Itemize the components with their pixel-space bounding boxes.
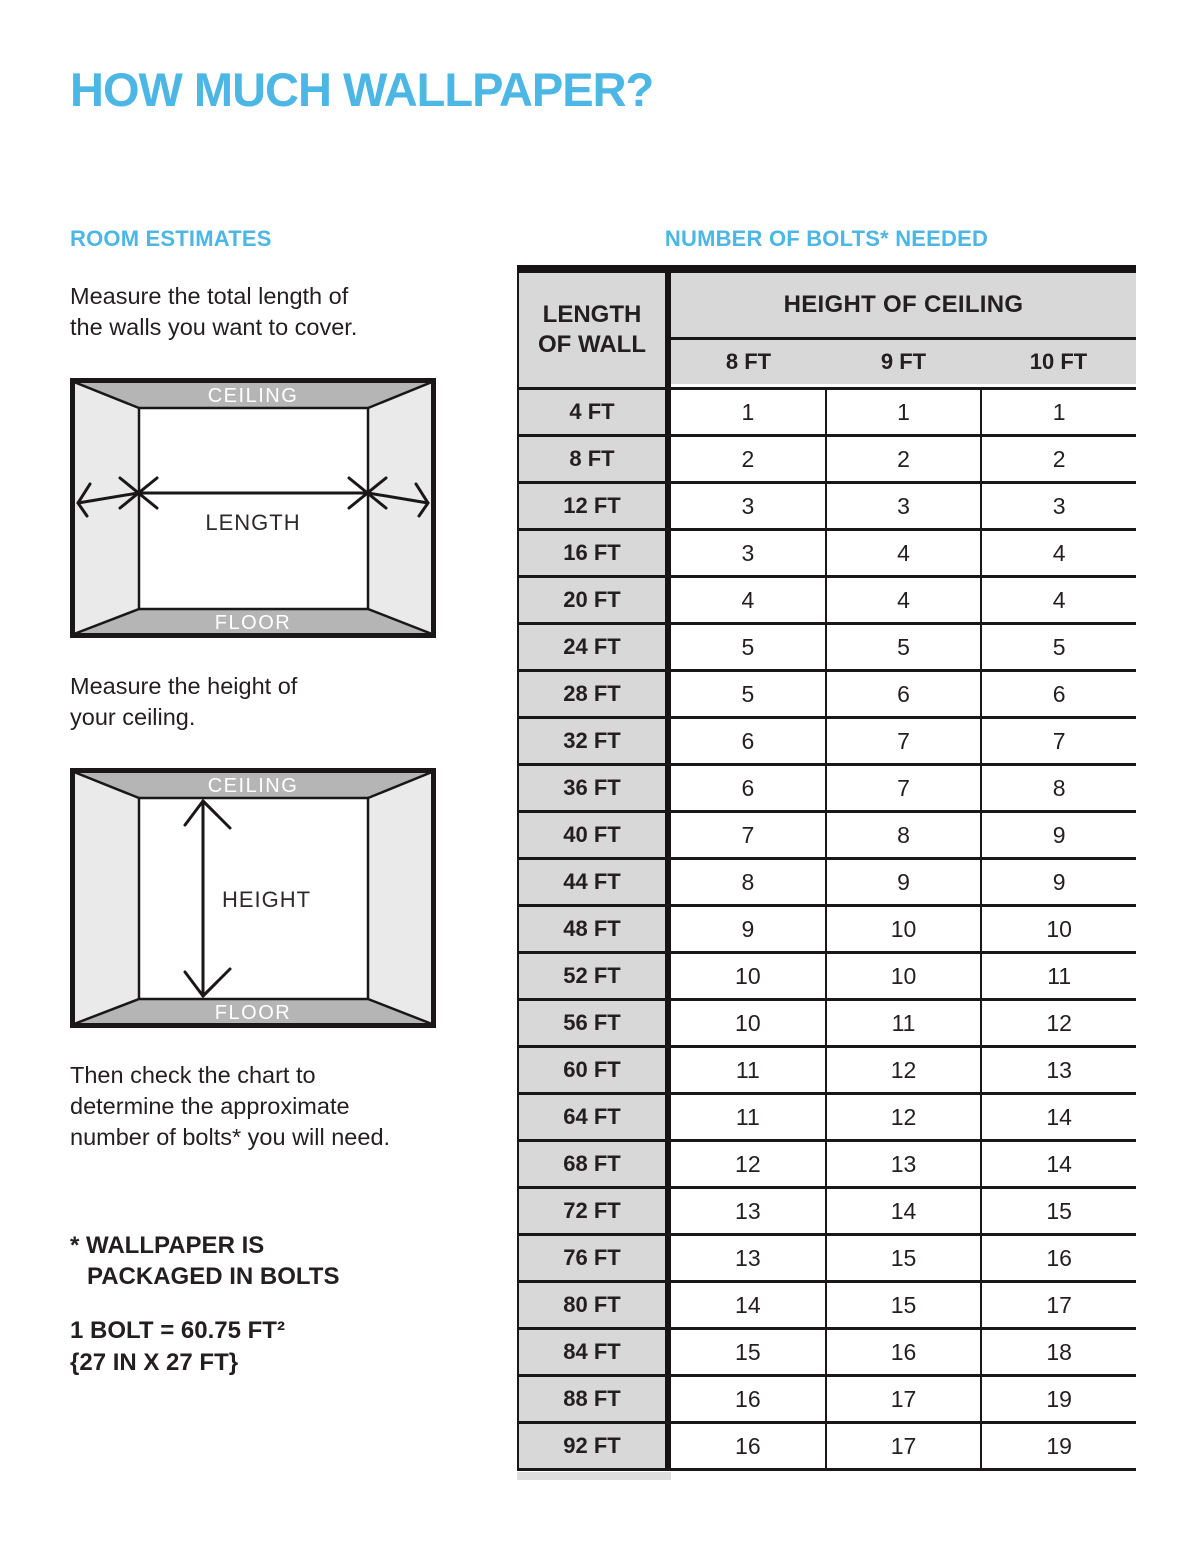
- measure-height-paragraph: [70, 671, 297, 733]
- bolts-value-9ft: 3: [825, 484, 981, 528]
- footnote-line: PACKAGED IN BOLTS: [87, 1263, 340, 1290]
- table-row: [517, 1142, 1136, 1189]
- paragraph-line: the walls you want to cover.: [70, 314, 358, 340]
- height-label: HEIGHT: [222, 887, 312, 912]
- bolts-value-10ft: 7: [980, 719, 1136, 763]
- length-label: LENGTH: [205, 510, 301, 535]
- room-height-diagram: [70, 768, 436, 1028]
- bolts-value-8ft: 16: [671, 1424, 825, 1468]
- bolts-value-8ft: 8: [671, 860, 825, 904]
- bolts-value-10ft: 16: [980, 1236, 1136, 1280]
- measure-length-paragraph: [70, 281, 357, 343]
- bolts-value-9ft: 7: [825, 766, 981, 810]
- column-header-8ft: 8 FT: [725, 349, 772, 374]
- bolts-value-8ft: 3: [671, 531, 825, 575]
- floor-label: FLOOR: [214, 612, 292, 634]
- bolt-size-info: [70, 1315, 285, 1379]
- bolts-value-9ft: 10: [825, 954, 981, 998]
- column-header-10ft: 10 FT: [1029, 349, 1088, 374]
- wall-length-cell: 20 FT: [519, 578, 665, 622]
- table-row: [517, 625, 1136, 672]
- paragraph-line: determine the approximate: [70, 1093, 350, 1119]
- bolts-value-8ft: 11: [671, 1048, 825, 1092]
- bolts-value-10ft: 18: [980, 1330, 1136, 1374]
- table-row: [517, 813, 1136, 860]
- check-chart-paragraph: [70, 1060, 390, 1153]
- bolt-info-line: 1 BOLT = 60.75 FT²: [70, 1317, 285, 1344]
- bolts-value-8ft: 3: [671, 484, 825, 528]
- wall-length-cell: 52 FT: [519, 954, 665, 998]
- bolts-value-9ft: 8: [825, 813, 981, 857]
- bolts-value-8ft: 13: [671, 1189, 825, 1233]
- bolts-value-8ft: 5: [671, 625, 825, 669]
- floor-label: FLOOR: [214, 1002, 292, 1024]
- bolts-value-8ft: 15: [671, 1330, 825, 1374]
- table-row: [517, 860, 1136, 907]
- wall-length-cell: 36 FT: [519, 766, 665, 810]
- wall-length-cell: 84 FT: [519, 1330, 665, 1374]
- paragraph-line: Measure the total length of: [70, 283, 349, 309]
- bolts-value-8ft: 4: [671, 578, 825, 622]
- wall-length-cell: 40 FT: [519, 813, 665, 857]
- bolts-value-8ft: 9: [671, 907, 825, 951]
- bolts-value-9ft: 17: [825, 1377, 981, 1421]
- table-row: [517, 1095, 1136, 1142]
- bolts-table-body: [517, 390, 1136, 1471]
- bolts-value-8ft: 1: [671, 390, 825, 434]
- table-row: [517, 390, 1136, 437]
- height-of-ceiling-header-group: [671, 273, 1136, 387]
- wall-length-cell: 4 FT: [519, 390, 665, 434]
- bolts-value-10ft: 14: [980, 1095, 1136, 1139]
- bolts-value-8ft: 11: [671, 1095, 825, 1139]
- bolts-value-10ft: 13: [980, 1048, 1136, 1092]
- bolts-needed-heading: NUMBER OF BOLTS* NEEDED: [664, 226, 989, 251]
- bolts-value-10ft: 10: [980, 907, 1136, 951]
- table-row: [517, 954, 1136, 1001]
- table-shadow: [517, 1472, 671, 1480]
- column-header-9ft: 9 FT: [880, 349, 927, 374]
- bolts-value-10ft: 14: [980, 1142, 1136, 1186]
- bolts-value-9ft: 7: [825, 719, 981, 763]
- table-row: [517, 1424, 1136, 1471]
- wall-length-cell: 48 FT: [519, 907, 665, 951]
- table-row: [517, 1048, 1136, 1095]
- bolts-value-10ft: 9: [980, 813, 1136, 857]
- bolts-value-9ft: 15: [825, 1236, 981, 1280]
- bolts-table: [517, 265, 1136, 1471]
- bolts-value-10ft: 4: [980, 578, 1136, 622]
- bolts-value-10ft: 5: [980, 625, 1136, 669]
- bolts-value-10ft: 12: [980, 1001, 1136, 1045]
- left-wall-face: [74, 382, 139, 634]
- bolts-value-8ft: 14: [671, 1283, 825, 1327]
- paragraph-line: Then check the chart to: [70, 1062, 316, 1088]
- bolts-value-10ft: 11: [980, 954, 1136, 998]
- wall-length-cell: 80 FT: [519, 1283, 665, 1327]
- bolts-value-10ft: 1: [980, 390, 1136, 434]
- paragraph-line: your ceiling.: [70, 704, 196, 730]
- table-row: [517, 1001, 1136, 1048]
- wall-length-cell: 64 FT: [519, 1095, 665, 1139]
- header-line: OF WALL: [538, 331, 646, 358]
- paragraph-line: number of bolts* you will need.: [70, 1124, 391, 1150]
- bolts-value-8ft: 16: [671, 1377, 825, 1421]
- table-row: [517, 1377, 1136, 1424]
- bolts-value-9ft: 17: [825, 1424, 981, 1468]
- bolts-value-9ft: 16: [825, 1330, 981, 1374]
- bolts-value-8ft: 2: [671, 437, 825, 481]
- ceiling-label: CEILING: [207, 775, 299, 797]
- bolts-value-9ft: 4: [825, 578, 981, 622]
- bolts-value-9ft: 11: [825, 1001, 981, 1045]
- table-row: [517, 1283, 1136, 1330]
- bolts-value-8ft: 10: [671, 1001, 825, 1045]
- bolts-value-9ft: 6: [825, 672, 981, 716]
- wall-length-cell: 68 FT: [519, 1142, 665, 1186]
- bolts-value-10ft: 17: [980, 1283, 1136, 1327]
- bolts-value-10ft: 19: [980, 1377, 1136, 1421]
- wall-length-cell: 28 FT: [519, 672, 665, 716]
- table-row: [517, 1189, 1136, 1236]
- table-row: [517, 578, 1136, 625]
- bolts-value-10ft: 9: [980, 860, 1136, 904]
- table-top-bar: [517, 265, 1136, 273]
- table-row: [517, 531, 1136, 578]
- footnote-line: * WALLPAPER IS: [70, 1232, 265, 1259]
- bolts-value-9ft: 4: [825, 531, 981, 575]
- table-row: [517, 907, 1136, 954]
- wall-length-cell: 76 FT: [519, 1236, 665, 1280]
- ceiling-height-subheader-row: [671, 340, 1136, 384]
- wall-length-cell: 16 FT: [519, 531, 665, 575]
- back-wall-face: [139, 408, 368, 609]
- bolts-value-8ft: 5: [671, 672, 825, 716]
- wall-length-cell: 12 FT: [519, 484, 665, 528]
- right-wall-face: [368, 772, 432, 1024]
- table-row: [517, 437, 1136, 484]
- paragraph-line: Measure the height of: [70, 673, 298, 699]
- room-estimates-heading: ROOM ESTIMATES: [70, 226, 272, 251]
- wall-length-cell: 56 FT: [519, 1001, 665, 1045]
- bolts-value-10ft: 6: [980, 672, 1136, 716]
- table-row: [517, 1236, 1136, 1283]
- bolts-value-10ft: 19: [980, 1424, 1136, 1468]
- bolts-value-10ft: 8: [980, 766, 1136, 810]
- bolts-value-9ft: 12: [825, 1095, 981, 1139]
- bolts-value-10ft: 2: [980, 437, 1136, 481]
- bolts-value-9ft: 10: [825, 907, 981, 951]
- wallpaper-footnote: [70, 1230, 339, 1292]
- left-wall-face: [74, 772, 139, 1024]
- wall-length-cell: 88 FT: [519, 1377, 665, 1421]
- bolts-value-8ft: 6: [671, 719, 825, 763]
- bolts-value-9ft: 1: [825, 390, 981, 434]
- bolts-value-10ft: 15: [980, 1189, 1136, 1233]
- ceiling-label: CEILING: [207, 385, 299, 407]
- bolts-value-8ft: 7: [671, 813, 825, 857]
- header-line: LENGTH: [542, 301, 642, 328]
- height-of-ceiling-header: HEIGHT OF CEILING: [671, 273, 1136, 340]
- bolts-value-9ft: 2: [825, 437, 981, 481]
- wall-length-cell: 92 FT: [519, 1424, 665, 1468]
- bolt-info-line: {27 IN X 27 FT}: [70, 1349, 239, 1376]
- table-row: [517, 672, 1136, 719]
- bolts-value-10ft: 3: [980, 484, 1136, 528]
- wall-length-cell: 32 FT: [519, 719, 665, 763]
- wall-length-cell: 60 FT: [519, 1048, 665, 1092]
- bolts-value-8ft: 13: [671, 1236, 825, 1280]
- wall-length-cell: 8 FT: [519, 437, 665, 481]
- right-wall-face: [368, 382, 432, 634]
- bolts-value-9ft: 12: [825, 1048, 981, 1092]
- table-row: [517, 484, 1136, 531]
- wall-length-cell: 72 FT: [519, 1189, 665, 1233]
- bolts-value-9ft: 15: [825, 1283, 981, 1327]
- table-row: [517, 1330, 1136, 1377]
- bolts-value-8ft: 10: [671, 954, 825, 998]
- bolts-value-9ft: 5: [825, 625, 981, 669]
- table-header: [517, 273, 1136, 390]
- bolts-value-9ft: 13: [825, 1142, 981, 1186]
- wall-length-cell: 44 FT: [519, 860, 665, 904]
- bolts-value-9ft: 9: [825, 860, 981, 904]
- bolts-value-8ft: 12: [671, 1142, 825, 1186]
- table-row: [517, 766, 1136, 813]
- bolts-value-9ft: 14: [825, 1189, 981, 1233]
- bolts-value-10ft: 4: [980, 531, 1136, 575]
- page-title: HOW MUCH WALLPAPER?: [70, 63, 654, 116]
- wall-length-cell: 24 FT: [519, 625, 665, 669]
- length-of-wall-header: [519, 273, 665, 387]
- bolts-value-8ft: 6: [671, 766, 825, 810]
- room-length-diagram: [70, 378, 436, 638]
- table-row: [517, 719, 1136, 766]
